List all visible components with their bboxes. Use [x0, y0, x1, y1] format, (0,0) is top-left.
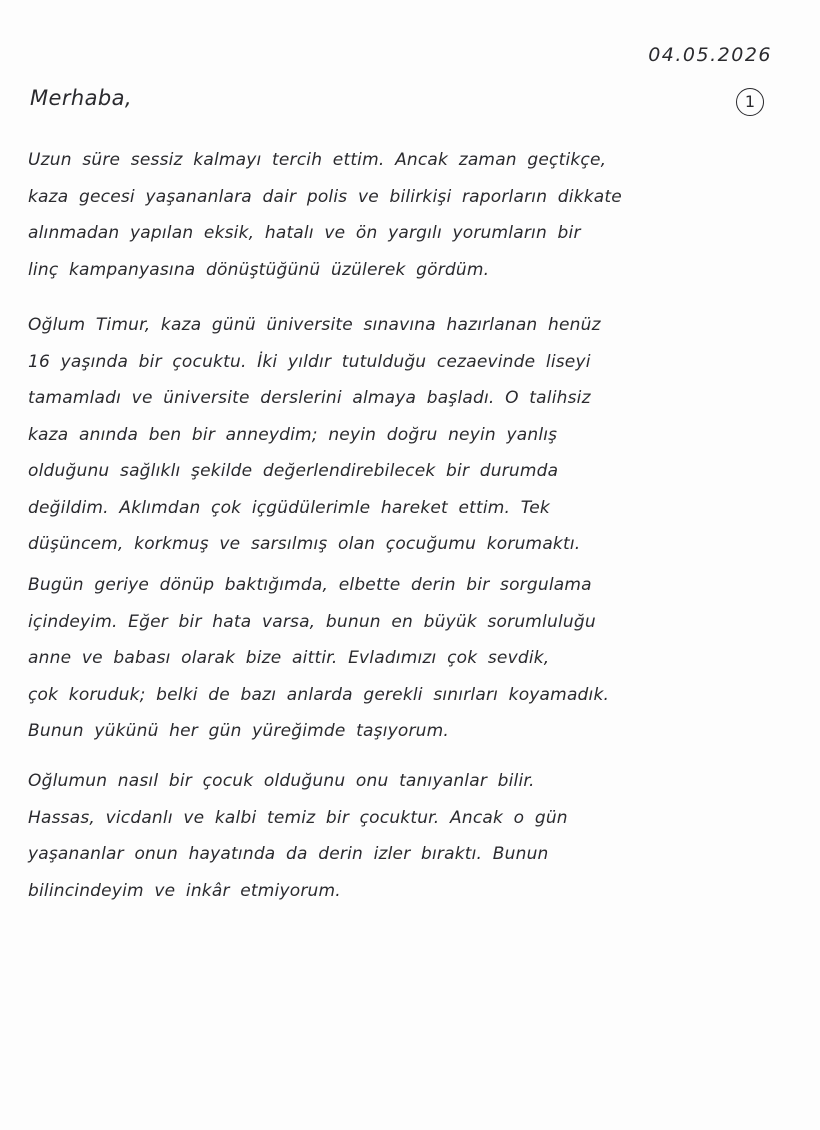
text-line: anne ve babası olarak bize aittir. Evladımızı çok sevdik, — [28, 648, 550, 668]
text-line: değildim. Aklımdan çok içgüdülerimle hareket ettim. Tek — [28, 497, 550, 518]
text-line: yaşananlar onun hayatında da derin izler bıraktı. Bunun — [28, 844, 549, 864]
text-line: kaza anında ben bir anneydim; neyin doğru neyin yanlış — [28, 424, 558, 445]
text-line: içindeyim. Eğer bir hata varsa, bunun en büyük sorumluluğu — [28, 611, 596, 632]
text-line: Oğlumun nasıl bir çocuk olduğunu onu tanıyanlar bilir. — [28, 771, 535, 791]
text-line: linç kampanyasına dönüştüğünü üzülerek gördüm. — [28, 259, 490, 280]
paragraph-4 — [28, 763, 568, 909]
page-number-badge: 1 — [736, 88, 764, 116]
text-line: Uzun süre sessiz kalmayı tercih ettim. Ancak zaman geçtikçe, — [28, 150, 607, 170]
text-line: çok koruduk; belki de bazı anlarda gerekli sınırları koyamadık. — [28, 684, 610, 705]
text-line: düşüncem, korkmuş ve sarsılmış olan çocuğumu korumaktı. — [28, 534, 581, 554]
text-line: Hassas, vicdanlı ve kalbi temiz bir çocuktur. Ancak o gün — [28, 807, 568, 828]
text-line: tamamladı ve üniversite derslerini almaya başladı. O talihsiz — [28, 388, 591, 408]
letter-greeting: Merhaba, — [30, 86, 132, 110]
text-line: Bugün geriye dönüp baktığımda, elbette derin bir sorgulama — [28, 575, 592, 595]
paragraph-3 — [28, 567, 609, 750]
text-line: bilincindeyim ve inkâr etmiyorum. — [28, 880, 341, 901]
text-line: alınmadan yapılan eksik, hatalı ve ön yargılı yorumların bir — [28, 223, 581, 243]
text-line: kaza gecesi yaşananlara dair polis ve bilirkişi raporların dikkate — [28, 186, 622, 207]
paragraph-2 — [28, 307, 601, 563]
text-line: olduğunu sağlıklı şekilde değerlendirebilecek bir durumda — [28, 461, 559, 481]
text-line: 16 yaşında bir çocuktu. İki yıldır tutulduğu cezaevinde liseyi — [28, 351, 591, 372]
text-line: Oğlum Timur, kaza günü üniversite sınavına hazırlanan henüz — [28, 315, 601, 335]
letter-date: 04.05.2026 — [648, 44, 772, 66]
text-line: Bunun yükünü her gün yüreğimde taşıyorum. — [28, 721, 450, 741]
paragraph-1 — [28, 142, 622, 288]
